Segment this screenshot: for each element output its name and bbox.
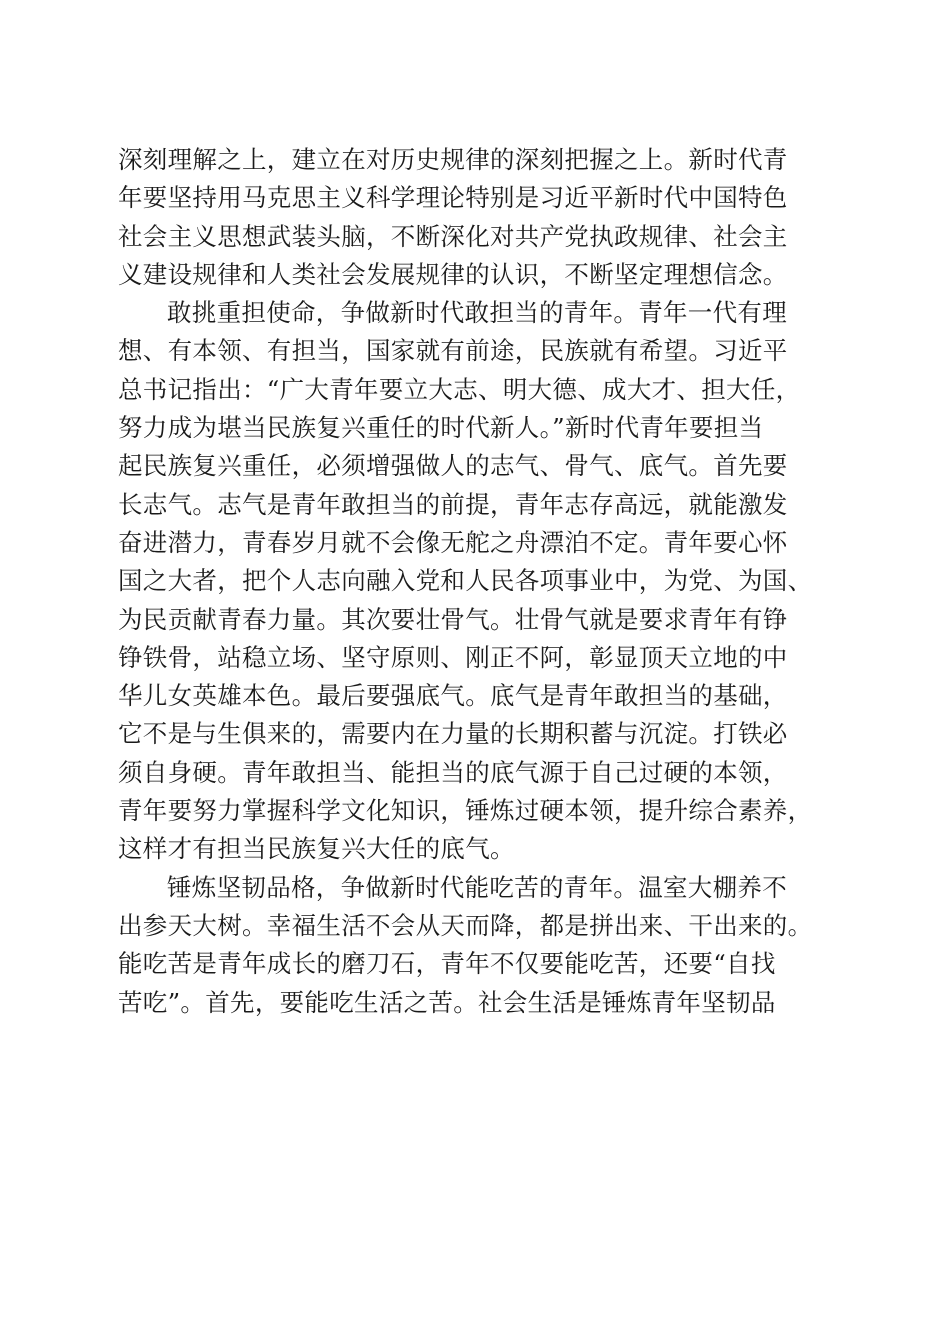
text-line: 长志气。志气是青年敢担当的前提，青年志存高远，就能激发 — [118, 489, 788, 519]
text-line: 想、有本领、有担当，国家就有前途，民族就有希望。习近平 — [118, 336, 788, 366]
text-line: 华儿女英雄本色。最后要强底气。底气是青年敢担当的基础， — [118, 681, 788, 711]
text-line: 起民族复兴重任，必须增强做人的志气、骨气、底气。首先要 — [118, 451, 788, 481]
text-line: 出参天大树。幸福生活不会从天而降，都是拼出来、干出来的。 — [118, 910, 813, 940]
text-line: 铮铁骨，站稳立场、坚守原则、刚正不阿，彰显顶天立地的中 — [118, 642, 788, 672]
text-line: 苦吃”。首先，要能吃生活之苦。社会生活是锤炼青年坚韧品 — [118, 987, 776, 1017]
text-line: 努力成为堪当民族复兴重任的时代新人。”新时代青年要担当 — [118, 413, 764, 443]
text-line: 它不是与生俱来的，需要内在力量的长期积蓄与沉淀。打铁必 — [118, 719, 788, 749]
text-line: 年要坚持用马克思主义科学理论特别是习近平新时代中国特色 — [118, 183, 788, 213]
text-line: 社会主义思想武装头脑，不断深化对共产党执政规律、社会主 — [118, 221, 788, 251]
text-line: 青年要努力掌握科学文化知识，锤炼过硬本领，提升综合素养， — [118, 796, 813, 826]
text-line: 国之大者，把个人志向融入党和人民各项事业中，为党、为国、 — [118, 566, 813, 596]
text-line: 为民贡献青春力量。其次要壮骨气。壮骨气就是要求青年有铮 — [118, 604, 788, 634]
text-line: 义建设规律和人类社会发展规律的认识，不断坚定理想信念。 — [118, 259, 788, 289]
paragraph-start-line: 锤炼坚韧品格，争做新时代能吃苦的青年。温室大棚养不 — [167, 872, 787, 902]
text-line: 须自身硬。青年敢担当、能担当的底气源于自己过硬的本领， — [118, 757, 788, 787]
text-line: 奋进潜力，青春岁月就不会像无舵之舟漂泊不定。青年要心怀 — [118, 527, 788, 557]
text-line: 总书记指出：“广大青年要立大志、明大德、成大才、担大任， — [118, 374, 801, 404]
body-text — [118, 141, 830, 1022]
text-line: 这样才有担当民族复兴大任的底气。 — [118, 834, 515, 864]
text-line: 深刻理解之上，建立在对历史规律的深刻把握之上。新时代青 — [118, 145, 788, 174]
text-line: 能吃苦是青年成长的磨刀石，青年不仅要能吃苦，还要“自找 — [118, 949, 776, 979]
paragraph-start-line: 敢挑重担使命，争做新时代敢担当的青年。青年一代有理 — [167, 298, 787, 328]
